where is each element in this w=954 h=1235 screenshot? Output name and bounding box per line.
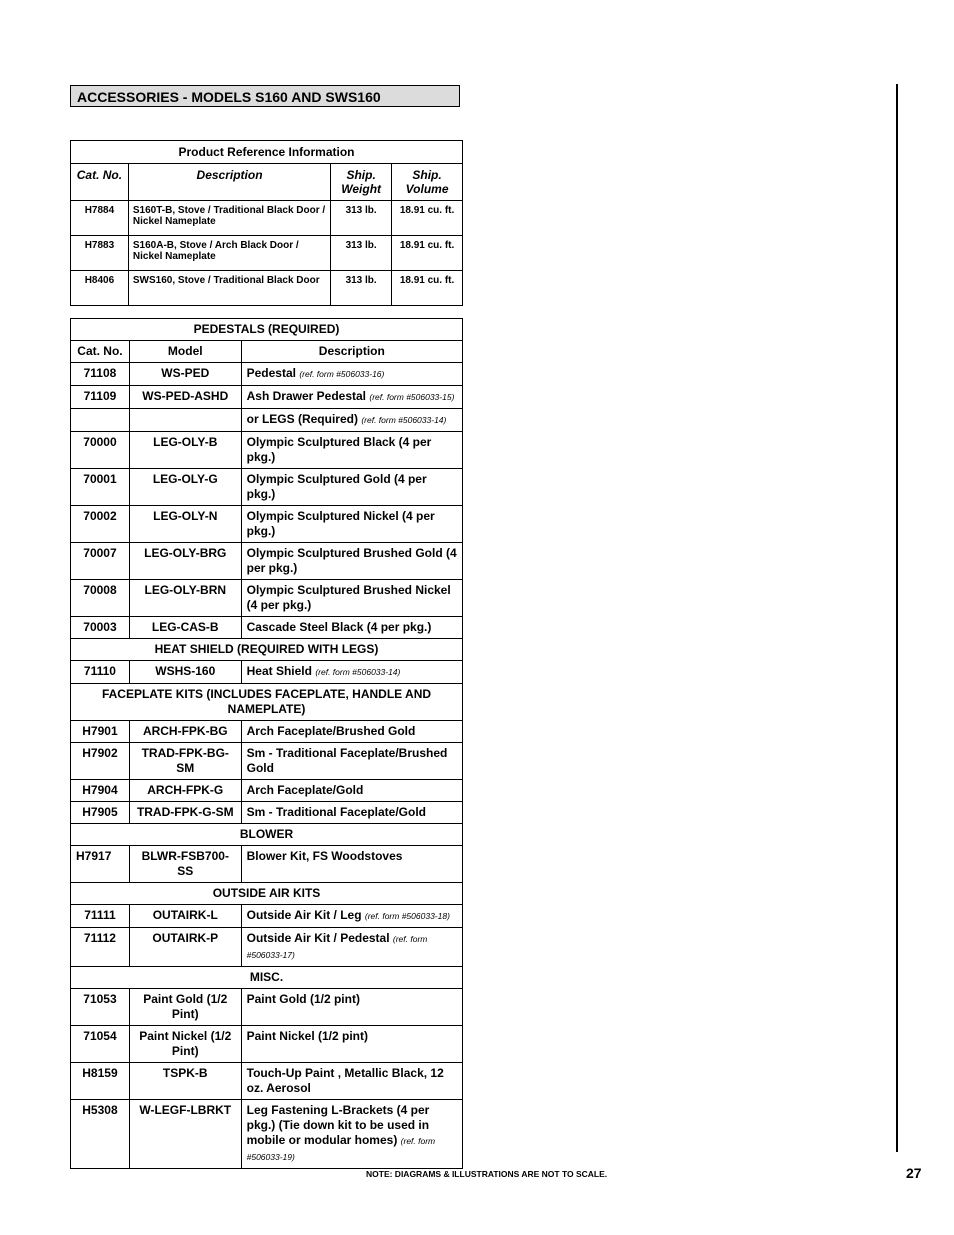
description xyxy=(241,617,462,639)
description-text: Olympic Sculptured Brushed Nickel (4 per pkg.) xyxy=(246,583,451,612)
table-row xyxy=(71,409,463,432)
description xyxy=(241,580,462,617)
description-text: Cascade Steel Black (4 per pkg.) xyxy=(246,620,432,634)
section-title: FACEPLATE KITS (INCLUDES FACEPLATE, HANDLE AND NAMEPLATE) xyxy=(71,684,463,721)
ship-volume: 18.91 cu. ft. xyxy=(392,271,463,306)
description: SWS160, Stove / Traditional Black Door xyxy=(128,271,330,306)
model: WS-PED xyxy=(129,363,241,386)
col-header-description: Description xyxy=(128,164,330,201)
cat-no: 71110 xyxy=(71,661,130,684)
model: W-LEGF-LBRKT xyxy=(129,1100,241,1169)
table-row xyxy=(71,201,463,236)
cat-no: 71111 xyxy=(71,905,130,928)
page-number: 27 xyxy=(906,1165,922,1181)
ship-volume: 18.91 cu. ft. xyxy=(392,201,463,236)
table-row xyxy=(71,928,463,967)
description xyxy=(241,743,462,780)
description-text: Blower Kit, FS Woodstoves xyxy=(246,849,403,863)
model: LEG-CAS-B xyxy=(129,617,241,639)
table-row xyxy=(71,661,463,684)
form-reference: (ref. form #506033-19) xyxy=(246,1136,436,1162)
description-text: Sm - Traditional Faceplate/Gold xyxy=(246,805,426,819)
table-row xyxy=(71,721,463,743)
description xyxy=(241,432,462,469)
cat-no: H7884 xyxy=(71,201,129,236)
description xyxy=(241,543,462,580)
section-header-row xyxy=(71,684,463,721)
description: S160A-B, Stove / Arch Black Door / Nickel Nameplate xyxy=(128,236,330,271)
description xyxy=(241,802,462,824)
description-text: Paint Nickel (1/2 pint) xyxy=(246,1029,368,1043)
model: ARCH-FPK-BG xyxy=(129,721,241,743)
model: ARCH-FPK-G xyxy=(129,780,241,802)
table-row xyxy=(71,743,463,780)
cat-no: 71108 xyxy=(71,363,130,386)
model: OUTAIRK-L xyxy=(129,905,241,928)
form-reference: (ref. form #506033-16) xyxy=(299,369,385,379)
table-row xyxy=(71,802,463,824)
description xyxy=(241,661,462,684)
model: LEG-OLY-BRN xyxy=(129,580,241,617)
cat-no: 70003 xyxy=(71,617,130,639)
description-text: Olympic Sculptured Gold (4 per pkg.) xyxy=(246,472,427,501)
model: WS-PED-ASHD xyxy=(129,386,241,409)
form-reference: (ref. form #506033-14) xyxy=(315,667,401,677)
description xyxy=(241,780,462,802)
model: LEG-OLY-B xyxy=(129,432,241,469)
col-header-model: Model xyxy=(129,341,241,363)
description xyxy=(241,905,462,928)
cat-no: H7917 xyxy=(71,846,130,883)
model: TRAD-FPK-BG-SM xyxy=(129,743,241,780)
section-header-row xyxy=(71,967,463,989)
table-row xyxy=(71,780,463,802)
section-title: ACCESSORIES - MODELS S160 AND SWS160 xyxy=(70,85,460,107)
model: TRAD-FPK-G-SM xyxy=(129,802,241,824)
table-row xyxy=(71,617,463,639)
description xyxy=(241,409,462,432)
table-row xyxy=(71,905,463,928)
col-header-cat-no: Cat. No. xyxy=(71,341,130,363)
ship-weight: 313 lb. xyxy=(331,271,392,306)
description-text: Heat Shield xyxy=(246,664,312,678)
cat-no: 71112 xyxy=(71,928,130,967)
cat-no: 71054 xyxy=(71,1026,130,1063)
ship-weight: 313 lb. xyxy=(331,236,392,271)
cat-no: 71109 xyxy=(71,386,130,409)
ship-weight: 313 lb. xyxy=(331,201,392,236)
description xyxy=(241,469,462,506)
section-header-row xyxy=(71,883,463,905)
cat-no: H7904 xyxy=(71,780,130,802)
column-header-row xyxy=(71,341,463,363)
col-header-cat-no: Cat. No. xyxy=(71,164,129,201)
description xyxy=(241,506,462,543)
description xyxy=(241,1100,462,1169)
description xyxy=(241,846,462,883)
form-reference: (ref. form #506033-15) xyxy=(369,392,455,402)
table-row xyxy=(71,271,463,306)
form-reference: (ref. form #506033-17) xyxy=(246,934,428,960)
table-row xyxy=(71,386,463,409)
table-row xyxy=(71,506,463,543)
section-title: HEAT SHIELD (REQUIRED WITH LEGS) xyxy=(71,639,463,661)
model: LEG-OLY-G xyxy=(129,469,241,506)
cat-no: 70002 xyxy=(71,506,130,543)
cat-no: 70000 xyxy=(71,432,130,469)
model: WSHS-160 xyxy=(129,661,241,684)
description xyxy=(241,721,462,743)
description xyxy=(241,1026,462,1063)
cat-no: 70007 xyxy=(71,543,130,580)
description-text: Sm - Traditional Faceplate/Brushed Gold xyxy=(246,746,448,775)
table-row xyxy=(71,1100,463,1169)
table-row xyxy=(71,846,463,883)
model: LEG-OLY-BRG xyxy=(129,543,241,580)
model: Paint Nickel (1/2 Pint) xyxy=(129,1026,241,1063)
description xyxy=(241,363,462,386)
page-margin-rule xyxy=(896,84,898,1152)
model xyxy=(129,409,241,432)
table-row xyxy=(71,469,463,506)
description xyxy=(241,989,462,1026)
table-row xyxy=(71,1063,463,1100)
description-text: Ash Drawer Pedestal xyxy=(246,389,367,403)
description-text: Arch Faceplate/Gold xyxy=(246,783,364,797)
description: S160T-B, Stove / Traditional Black Door / Nickel Nameplate xyxy=(128,201,330,236)
table-row xyxy=(71,543,463,580)
table-row xyxy=(71,432,463,469)
product-reference-table xyxy=(70,140,463,306)
cat-no: H8159 xyxy=(71,1063,130,1100)
product-reference-title: Product Reference Information xyxy=(71,141,463,164)
cat-no xyxy=(71,409,130,432)
accessories-table xyxy=(70,318,463,1169)
col-header-ship-volume: Ship. Volume xyxy=(392,164,463,201)
cat-no: H7883 xyxy=(71,236,129,271)
description-text: Outside Air Kit / Pedestal xyxy=(246,931,390,945)
cat-no: 70008 xyxy=(71,580,130,617)
section-title: MISC. xyxy=(71,967,463,989)
cat-no: 71053 xyxy=(71,989,130,1026)
table-row xyxy=(71,1026,463,1063)
cat-no: H7901 xyxy=(71,721,130,743)
description-text: Olympic Sculptured Nickel (4 per pkg.) xyxy=(246,509,435,538)
table-row xyxy=(71,580,463,617)
col-header-description: Description xyxy=(241,341,462,363)
section-title: PEDESTALS (REQUIRED) xyxy=(71,319,463,341)
description-text: or LEGS (Required) xyxy=(246,412,358,426)
description xyxy=(241,928,462,967)
form-reference: (ref. form #506033-14) xyxy=(361,415,447,425)
ship-volume: 18.91 cu. ft. xyxy=(392,236,463,271)
cat-no: H7902 xyxy=(71,743,130,780)
col-header-ship-weight: Ship. Weight xyxy=(331,164,392,201)
description-text: Leg Fastening L-Brackets (4 per pkg.) (Tie down kit to be used in mobile or modular homes) xyxy=(246,1103,430,1147)
section-header-row xyxy=(71,824,463,846)
section-title: BLOWER xyxy=(71,824,463,846)
model: LEG-OLY-N xyxy=(129,506,241,543)
model: OUTAIRK-P xyxy=(129,928,241,967)
cat-no: H7905 xyxy=(71,802,130,824)
model: BLWR-FSB700-SS xyxy=(129,846,241,883)
cat-no: H8406 xyxy=(71,271,129,306)
description xyxy=(241,1063,462,1100)
description-text: Touch-Up Paint , Metallic Black, 12 oz. Aerosol xyxy=(246,1066,444,1095)
cat-no: 70001 xyxy=(71,469,130,506)
section-header-row xyxy=(71,319,463,341)
description-text: Paint Gold (1/2 pint) xyxy=(246,992,360,1006)
table-row xyxy=(71,363,463,386)
scale-note: NOTE: DIAGRAMS & ILLUSTRATIONS ARE NOT TO SCALE. xyxy=(366,1169,608,1179)
model: Paint Gold (1/2 Pint) xyxy=(129,989,241,1026)
description-text: Arch Faceplate/Brushed Gold xyxy=(246,724,416,738)
model: TSPK-B xyxy=(129,1063,241,1100)
form-reference: (ref. form #506033-18) xyxy=(364,911,450,921)
description-text: Olympic Sculptured Black (4 per pkg.) xyxy=(246,435,432,464)
table-row xyxy=(71,236,463,271)
cat-no: H5308 xyxy=(71,1100,130,1169)
section-title: OUTSIDE AIR KITS xyxy=(71,883,463,905)
section-header-row xyxy=(71,639,463,661)
description xyxy=(241,386,462,409)
description-text: Olympic Sculptured Brushed Gold (4 per pkg.) xyxy=(246,546,457,575)
description-text: Outside Air Kit / Leg xyxy=(246,908,362,922)
table-row xyxy=(71,989,463,1026)
description-text: Pedestal xyxy=(246,366,296,380)
